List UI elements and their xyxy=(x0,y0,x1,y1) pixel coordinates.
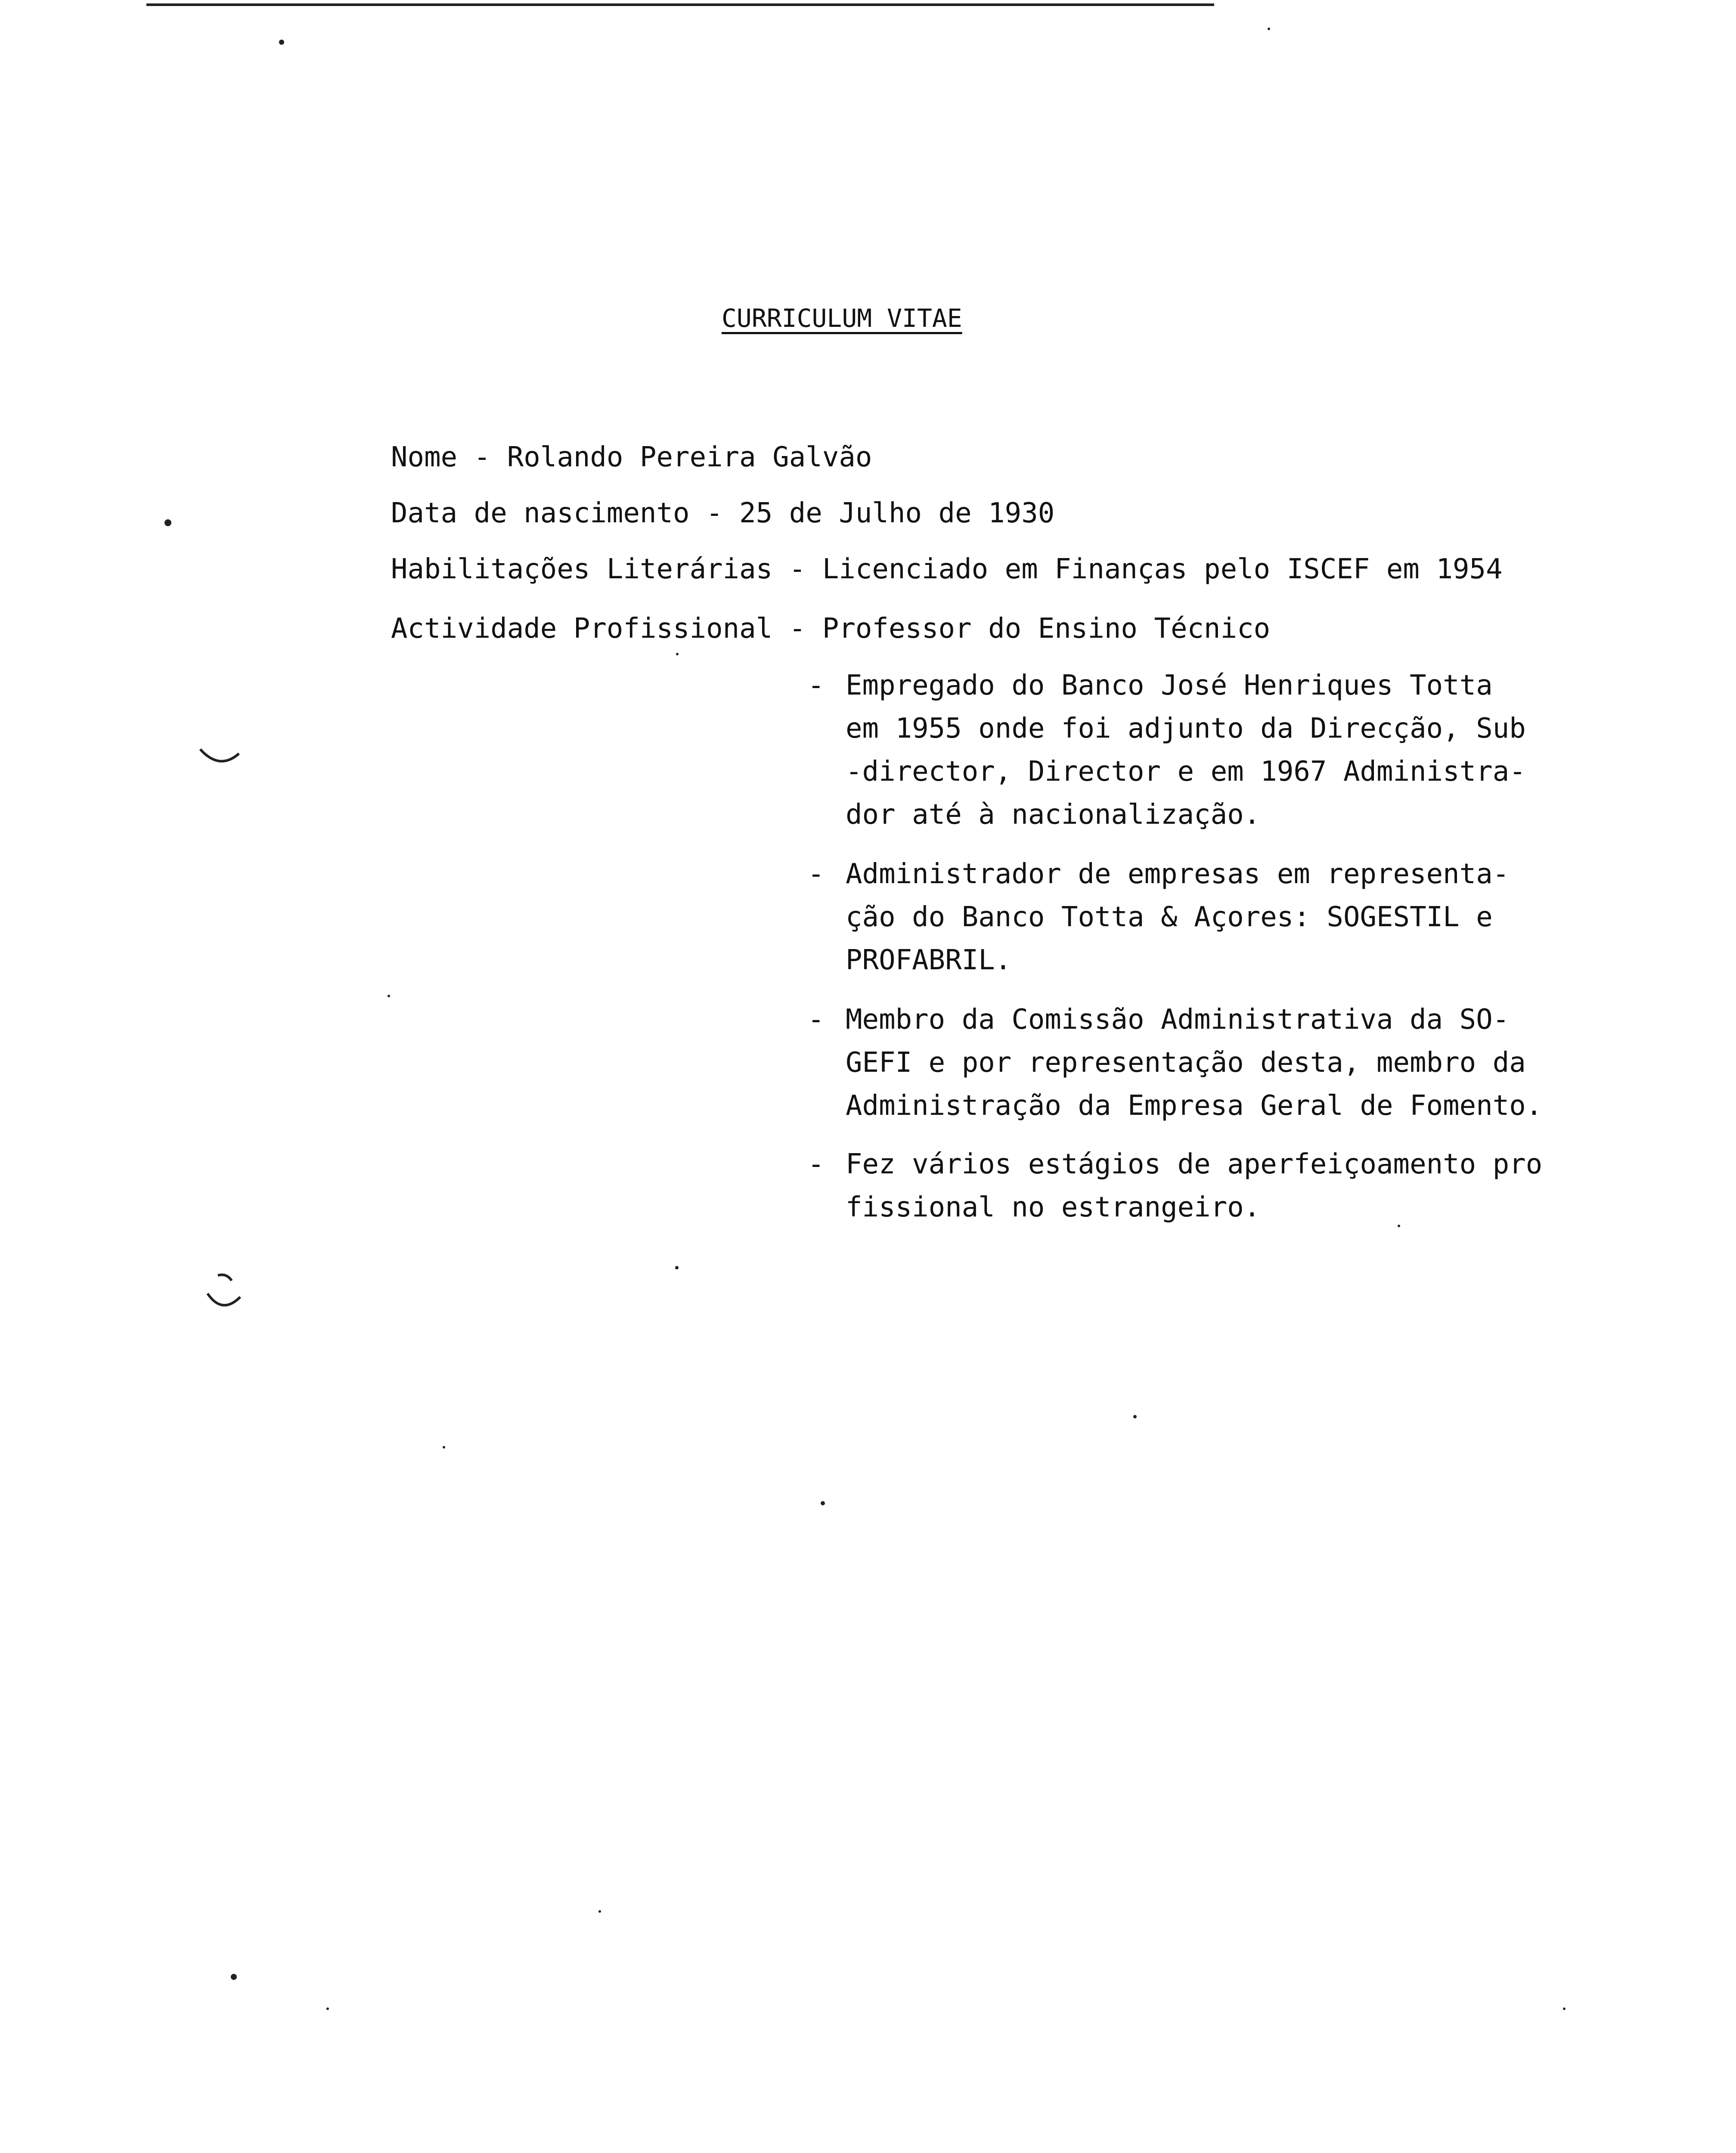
activity-item-estagios xyxy=(808,1143,1626,1229)
scan-speck xyxy=(443,1446,445,1449)
scan-speck xyxy=(598,1910,601,1913)
activity-item-banco-totta xyxy=(808,664,1626,836)
top-scan-rule xyxy=(146,3,1214,6)
scan-speck xyxy=(1133,1415,1137,1418)
activity-line: Administração da Empresa Geral de Fomento. xyxy=(846,1090,1543,1122)
activity-item-dash: - xyxy=(808,1004,825,1036)
birth-date-field: Data de nascimento - 25 de Julho de 1930 xyxy=(391,497,1055,529)
activity-line: Administrador de empresas em representa- xyxy=(846,858,1510,890)
activity-line: dor até à nacionalização. xyxy=(846,799,1261,831)
scan-speck xyxy=(326,2007,329,2010)
name-field: Nome - Rolando Pereira Galvão xyxy=(391,441,872,473)
scan-speck xyxy=(1563,2007,1566,2010)
scan-speck xyxy=(821,1501,825,1505)
scan-speck xyxy=(1398,1225,1400,1227)
qualifications-field: Habilitações Literárias - Licenciado em Finanças pelo ISCEF em 1954 xyxy=(391,553,1503,585)
activity-item-dash: - xyxy=(808,670,825,701)
activity-line: PROFABRIL. xyxy=(846,944,1012,976)
scan-mark xyxy=(198,745,241,771)
professional-activity-field: Actividade Profissional - Professor do Ensino Técnico xyxy=(391,613,1271,645)
activity-line: fissional no estrangeiro. xyxy=(846,1191,1261,1223)
activity-line: Membro da Comissão Administrativa da SO- xyxy=(846,1004,1510,1036)
activity-line: ção do Banco Totta & Açores: SOGESTIL e xyxy=(846,901,1493,933)
scan-speck xyxy=(164,519,171,526)
scan-speck xyxy=(279,40,284,45)
activity-line: -director, Director e em 1967 Administra- xyxy=(846,756,1526,788)
scan-speck xyxy=(676,653,679,655)
activity-item-dash: - xyxy=(808,1148,825,1180)
scan-speck xyxy=(388,995,390,997)
scan-mark xyxy=(205,1270,244,1318)
activity-line: em 1955 onde foi adjunto da Direcção, Sub xyxy=(846,713,1526,745)
activity-item-administrador xyxy=(808,853,1626,982)
activity-line: Fez vários estágios de aperfeiçoamento pro xyxy=(846,1148,1543,1180)
activity-line: GEFI e por representação desta, membro da xyxy=(846,1047,1526,1079)
document-title: CURRICULUM VITAE xyxy=(722,304,962,333)
activity-line: Empregado do Banco José Henriques Totta xyxy=(846,670,1493,701)
scan-speck xyxy=(231,1974,237,1980)
scan-speck xyxy=(675,1266,679,1269)
activity-item-dash: - xyxy=(808,858,825,890)
activity-item-sogefi xyxy=(808,998,1626,1127)
scan-speck xyxy=(1268,28,1270,30)
